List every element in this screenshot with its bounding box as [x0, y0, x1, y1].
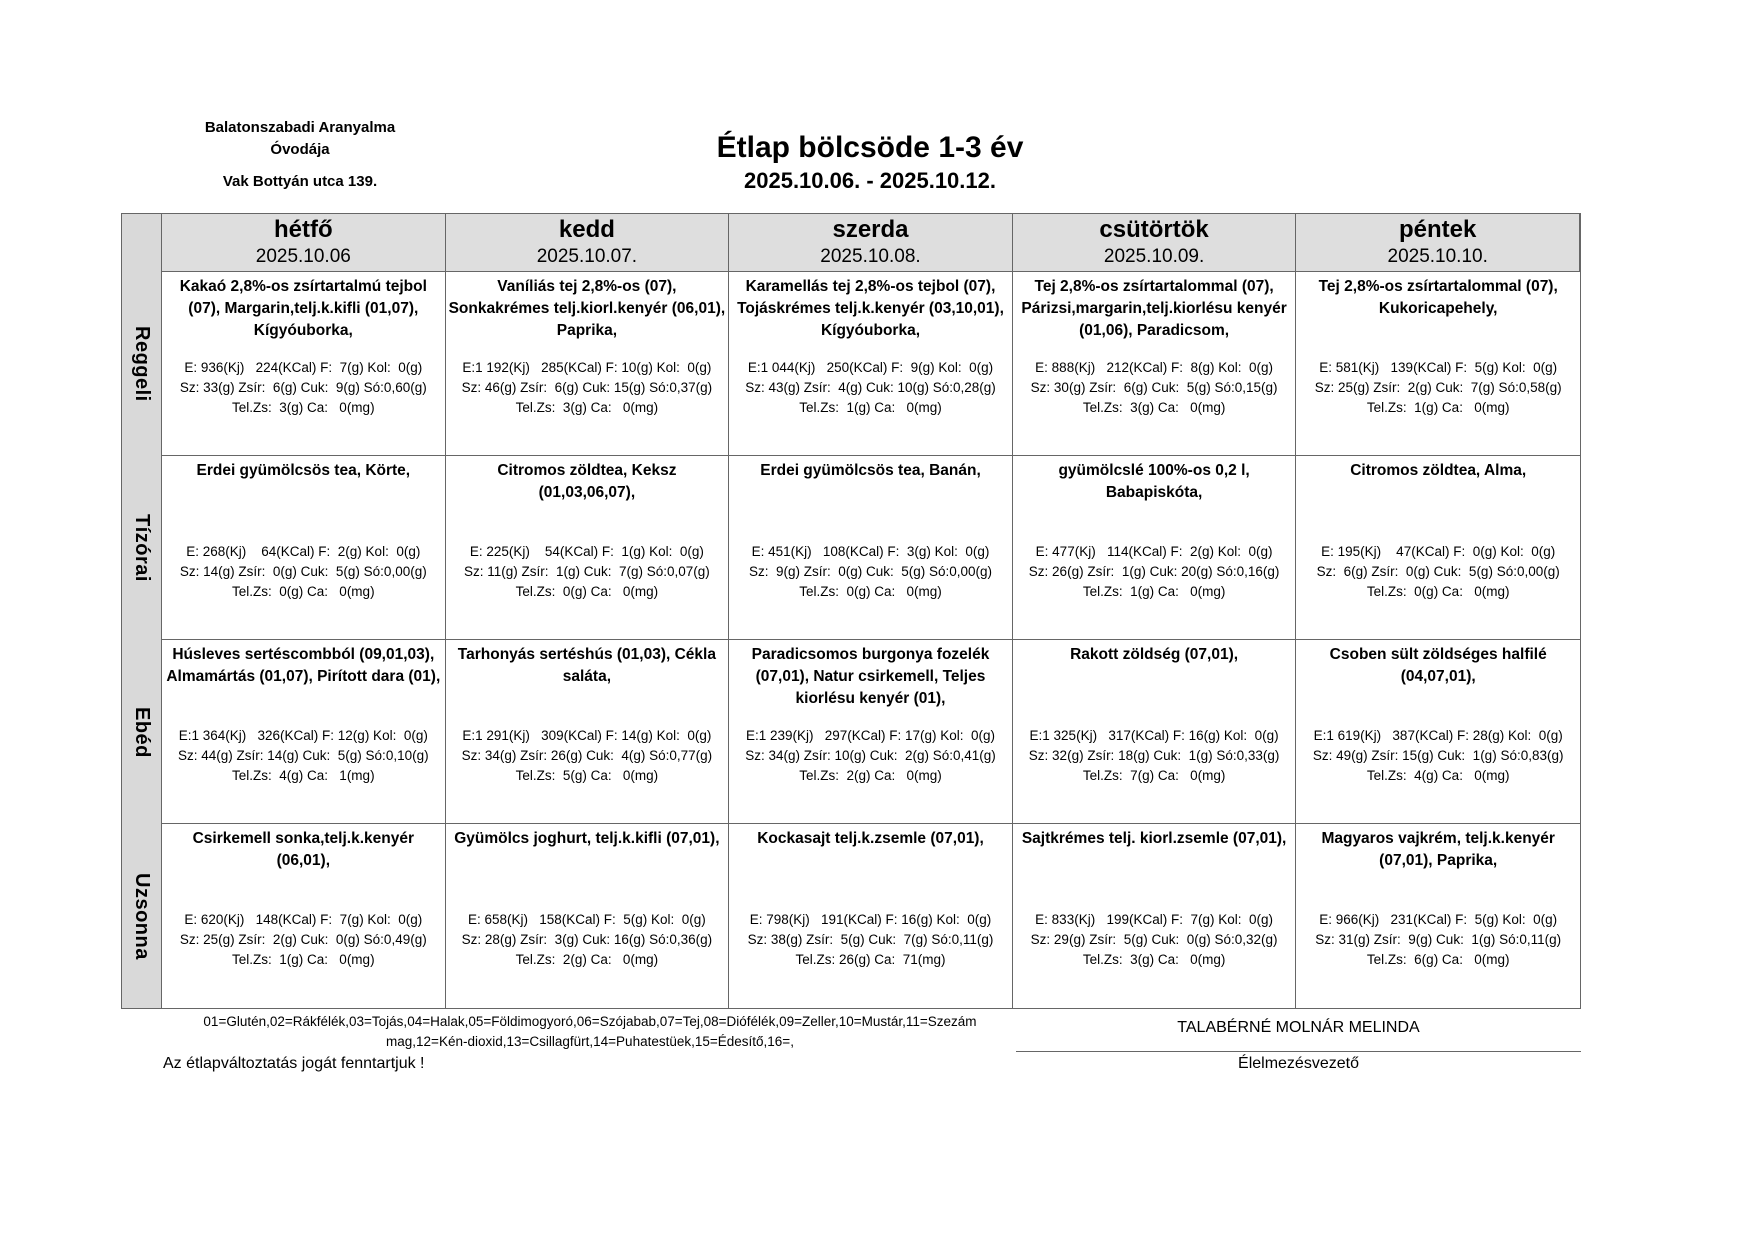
menu-cell: [162, 640, 446, 824]
menu-cell: [729, 456, 1013, 640]
nutrition-line: E:1 044(Kj) 250(KCal) F: 9(g) Kol: 0(g): [747, 360, 994, 375]
food-description: Sajtkrémes telj. kiorl.zsemle (07,01),: [1021, 830, 1287, 847]
nutrition-line: Tel.Zs: 0(g) Ca: 0(mg): [799, 584, 942, 599]
nutrition-line: Tel.Zs: 0(g) Ca: 0(mg): [232, 584, 375, 599]
nutrition-line: E: 581(Kj) 139(KCal) F: 5(g) Kol: 0(g): [1319, 360, 1558, 375]
nutrition-line: Sz: 33(g) Zsír: 6(g) Cuk: 9(g) Só:0,60(g): [179, 380, 427, 395]
nutrition-line: Tel.Zs: 3(g) Ca: 0(mg): [1082, 952, 1226, 967]
food-description: Rakott zöldség (07,01),: [1070, 646, 1239, 663]
menu-cell: [1013, 640, 1297, 824]
nutrition-line: Tel.Zs: 4(g) Ca: 0(mg): [1366, 768, 1510, 783]
food-description: Kakaó 2,8%-os zsírtartalmú tejbol (07), Margarin,telj.k.kifli (01,07), Kígyóuborka,: [179, 278, 427, 339]
page-title: Étlap bölcsöde 1-3 év: [716, 131, 1024, 164]
menu-cell: [162, 824, 446, 1008]
nutrition-line: Sz: 32(g) Zsír: 18(g) Cuk: 1(g) Só:0,33(g): [1028, 748, 1280, 763]
menu-period: 2025.10.06. - 2025.10.12.: [744, 168, 996, 193]
food-description: Tej 2,8%-os zsírtartalommal (07), Párizsi,margarin,telj.kiorlésu kenyér (01,06), Paradicsom,: [1021, 278, 1287, 339]
nutrition-line: Tel.Zs: 26(g) Ca: 71(mg): [795, 952, 946, 967]
nutrition-line: Tel.Zs: 3(g) Ca: 0(mg): [515, 400, 659, 415]
signer-role: Élelmezésvezető: [1238, 1055, 1359, 1072]
nutrition-line: Tel.Zs: 1(g) Ca: 0(mg): [1366, 400, 1510, 415]
meal-label-text: Reggeli: [131, 326, 153, 402]
nutrition-line: E: 798(Kj) 191(KCal) F: 16(g) Kol: 0(g): [749, 912, 992, 927]
day-header-monday: [162, 214, 446, 272]
nutrition-line: E: 477(Kj) 114(KCal) F: 2(g) Kol: 0(g): [1035, 544, 1273, 559]
meal-label: [122, 456, 162, 640]
menu-cell: [729, 272, 1013, 456]
nutrition-line: Tel.Zs: 0(g) Ca: 0(mg): [1366, 584, 1510, 599]
menu-cell: [446, 456, 730, 640]
food-description: Citromos zöldtea, Keksz (01,03,06,07),: [497, 462, 677, 501]
nutrition-line: E: 936(Kj) 224(KCal) F: 7(g) Kol: 0(g): [184, 360, 423, 375]
nutrition-line: Sz: 31(g) Zsír: 9(g) Cuk: 1(g) Só:0,11(g): [1315, 932, 1562, 947]
nutrition-line: E:1 364(Kj) 326(KCal) F: 12(g) Kol: 0(g): [178, 728, 428, 743]
nutrition-line: Tel.Zs: 6(g) Ca: 0(mg): [1366, 952, 1510, 967]
nutrition-line: Sz: 30(g) Zsír: 6(g) Cuk: 5(g) Só:0,15(g): [1030, 380, 1278, 395]
day-header-wednesday: [729, 214, 1013, 272]
nutrition-line: Sz: 25(g) Zsír: 2(g) Cuk: 7(g) Só:0,58(g): [1314, 380, 1562, 395]
nutrition-line: E: 888(Kj) 212(KCal) F: 8(g) Kol: 0(g): [1035, 360, 1274, 375]
menu-cell: [1013, 456, 1297, 640]
nutrition-line: E: 451(Kj) 108(KCal) F: 3(g) Kol: 0(g): [751, 544, 990, 559]
institution-name-line2: Óvodája: [270, 141, 330, 158]
allergen-legend-line1: 01=Glutén,02=Rákfélék,03=Tojás,04=Halak,05=Földimogyoró,06=Szójabab,07=Tej,08=Diófélék,09=Zeller,10=Mustár,11=Szezám: [203, 1014, 977, 1029]
day-date: 2025.10.07.: [536, 246, 638, 267]
nutrition-line: Sz: 26(g) Zsír: 1(g) Cuk: 20(g) Só:0,16(g): [1028, 564, 1280, 579]
food-description: Vaníliás tej 2,8%-os (07), Sonkakrémes telj.kiorl.kenyér (06,01), Paprika,: [448, 278, 726, 339]
nutrition-line: Tel.Zs: 0(g) Ca: 0(mg): [515, 584, 659, 599]
menu-cell: [446, 272, 730, 456]
menu-cell: [1296, 640, 1580, 824]
menu-cell: [446, 824, 730, 1008]
institution-address: Vak Bottyán utca 139.: [222, 173, 378, 190]
nutrition-line: Tel.Zs: 1(g) Ca: 0(mg): [1082, 584, 1226, 599]
nutrition-line: E:1 325(Kj) 317(KCal) F: 16(g) Kol: 0(g): [1029, 728, 1279, 743]
day-name: péntek: [1399, 216, 1477, 243]
menu-cell: [446, 640, 730, 824]
nutrition-line: Sz: 25(g) Zsír: 2(g) Cuk: 0(g) Só:0,49(g): [179, 932, 427, 947]
allergen-legend: [160, 1012, 1020, 1052]
day-date: 2025.10.06: [255, 246, 351, 267]
nutrition-line: E: 195(Kj) 47(KCal) F: 0(g) Kol: 0(g): [1321, 544, 1556, 559]
nutrition-line: Tel.Zs: 3(g) Ca: 0(mg): [232, 400, 375, 415]
nutrition-line: Sz: 43(g) Zsír: 4(g) Cuk: 10(g) Só:0,28(g): [745, 380, 996, 395]
food-description: Tarhonyás sertéshús (01,03), Cékla saláta,: [457, 646, 716, 685]
nutrition-line: Tel.Zs: 7(g) Ca: 0(mg): [1082, 768, 1226, 783]
nutrition-line: E: 966(Kj) 231(KCal) F: 5(g) Kol: 0(g): [1319, 912, 1558, 927]
food-description: Kockasajt telj.k.zsemle (07,01),: [757, 830, 984, 847]
day-name: hétfő: [273, 216, 333, 243]
day-header-thursday: [1013, 214, 1297, 272]
nutrition-line: Tel.Zs: 3(g) Ca: 0(mg): [1082, 400, 1226, 415]
nutrition-line: E:1 291(Kj) 309(KCal) F: 14(g) Kol: 0(g): [462, 728, 712, 743]
food-description: Csirkemell sonka,telj.k.kenyér (06,01),: [192, 830, 415, 869]
nutrition-line: Sz: 6(g) Zsír: 0(g) Cuk: 5(g) Só:0,00(g): [1316, 564, 1560, 579]
nutrition-line: Tel.Zs: 2(g) Ca: 0(mg): [515, 952, 659, 967]
nutrition-line: Sz: 9(g) Zsír: 0(g) Cuk: 5(g) Só:0,00(g): [748, 564, 993, 579]
day-header-tuesday: [446, 214, 730, 272]
nutrition-line: Sz: 11(g) Zsír: 1(g) Cuk: 7(g) Só:0,07(g): [463, 564, 710, 579]
disclaimer-text: Az étlapváltoztatás jogát fenntartjuk !: [163, 1055, 425, 1072]
menu-cell: [162, 272, 446, 456]
meal-label-text: Tízórai: [131, 514, 153, 582]
nutrition-line: Sz: 44(g) Zsír: 14(g) Cuk: 5(g) Só:0,10(g): [178, 748, 429, 763]
food-description: Erdei gyümölcsös tea, Körte,: [196, 462, 411, 479]
menu-cell: [729, 824, 1013, 1008]
nutrition-line: E:1 619(Kj) 387(KCal) F: 28(g) Kol: 0(g): [1313, 728, 1563, 743]
menu-cell: [1013, 824, 1297, 1008]
allergen-legend-line2: mag,12=Kén-dioxid,13=Csillagfürt,14=Puhatestüek,15=Édesítő,16=,: [386, 1034, 794, 1049]
nutrition-line: Sz: 34(g) Zsír: 10(g) Cuk: 2(g) Só:0,41(g): [745, 748, 996, 763]
menu-cell: [729, 640, 1013, 824]
meal-label: [122, 824, 162, 1008]
nutrition-line: E:1 239(Kj) 297(KCal) F: 17(g) Kol: 0(g): [745, 728, 996, 743]
nutrition-line: Sz: 14(g) Zsír: 0(g) Cuk: 5(g) Só:0,00(g): [179, 564, 427, 579]
food-description: Gyümölcs joghurt, telj.k.kifli (07,01),: [454, 830, 720, 847]
nutrition-line: Tel.Zs: 1(g) Ca: 0(mg): [799, 400, 942, 415]
nutrition-line: Sz: 28(g) Zsír: 3(g) Cuk: 16(g) Só:0,36(g): [461, 932, 713, 947]
meal-label-text: Uzsonna: [131, 872, 153, 960]
food-description: Karamellás tej 2,8%-os tejbol (07), Tojáskrémes telj.k.kenyér (03,10,01), Kígyóuborka,: [737, 278, 1004, 339]
food-description: Paradicsomos burgonya fozelék (07,01), Natur csirkemell, Teljes kiorlésu kenyér (01),: [751, 646, 990, 707]
day-name: kedd: [558, 216, 615, 243]
nutrition-line: Sz: 46(g) Zsír: 6(g) Cuk: 15(g) Só:0,37(g): [461, 380, 713, 395]
signer-name: TALABÉRNÉ MOLNÁR MELINDA: [1177, 1019, 1420, 1036]
table-corner: [122, 214, 162, 272]
nutrition-line: Tel.Zs: 5(g) Ca: 0(mg): [515, 768, 659, 783]
nutrition-line: Sz: 34(g) Zsír: 26(g) Cuk: 4(g) Só:0,77(g): [461, 748, 713, 763]
meal-label: [122, 272, 162, 456]
day-header-friday: [1296, 214, 1580, 272]
nutrition-line: E:1 192(Kj) 285(KCal) F: 10(g) Kol: 0(g): [462, 360, 712, 375]
menu-cell: [162, 456, 446, 640]
menu-cell: [1296, 824, 1580, 1008]
menu-cell: [1296, 456, 1580, 640]
day-date: 2025.10.09.: [1103, 246, 1205, 267]
day-date: 2025.10.10.: [1387, 246, 1488, 267]
nutrition-line: Tel.Zs: 2(g) Ca: 0(mg): [799, 768, 942, 783]
meal-label-text: Ebéd: [131, 706, 153, 758]
nutrition-line: E: 620(Kj) 148(KCal) F: 7(g) Kol: 0(g): [184, 912, 423, 927]
nutrition-line: Sz: 49(g) Zsír: 15(g) Cuk: 1(g) Só:0,83(g): [1312, 748, 1564, 763]
menu-cell: [1013, 272, 1297, 456]
day-name: csütörtök: [1099, 216, 1209, 243]
food-description: Citromos zöldtea, Alma,: [1350, 462, 1527, 479]
institution-name-line1: Balatonszabadi Aranyalma: [204, 119, 396, 136]
food-description: Magyaros vajkrém, telj.k.kenyér (07,01), Paprika,: [1321, 830, 1555, 869]
menu-table: [121, 213, 1581, 1009]
nutrition-line: Tel.Zs: 1(g) Ca: 0(mg): [232, 952, 375, 967]
food-description: Erdei gyümölcsös tea, Banán,: [760, 462, 981, 479]
nutrition-line: E: 225(Kj) 54(KCal) F: 1(g) Kol: 0(g): [469, 544, 704, 559]
day-date: 2025.10.08.: [820, 246, 921, 267]
nutrition-line: Tel.Zs: 4(g) Ca: 1(mg): [232, 768, 375, 783]
nutrition-line: E: 658(Kj) 158(KCal) F: 5(g) Kol: 0(g): [467, 912, 706, 927]
nutrition-line: E: 268(Kj) 64(KCal) F: 2(g) Kol: 0(g): [186, 544, 421, 559]
meal-label: [122, 640, 162, 824]
nutrition-line: Sz: 38(g) Zsír: 5(g) Cuk: 7(g) Só:0,11(g): [747, 932, 994, 947]
nutrition-line: Sz: 29(g) Zsír: 5(g) Cuk: 0(g) Só:0,32(g): [1030, 932, 1278, 947]
day-name: szerda: [832, 216, 909, 243]
food-description: Csoben sült zöldséges halfilé (04,07,01),: [1329, 646, 1547, 685]
food-description: Húsleves sertéscombból (09,01,03), Almamártás (01,07), Pirított dara (01),: [166, 646, 441, 685]
nutrition-line: E: 833(Kj) 199(KCal) F: 7(g) Kol: 0(g): [1035, 912, 1274, 927]
food-description: gyümölcslé 100%-os 0,2 l, Babapiskóta,: [1058, 462, 1250, 501]
menu-cell: [1296, 272, 1580, 456]
food-description: Tej 2,8%-os zsírtartalommal (07), Kukoricapehely,: [1318, 278, 1558, 317]
